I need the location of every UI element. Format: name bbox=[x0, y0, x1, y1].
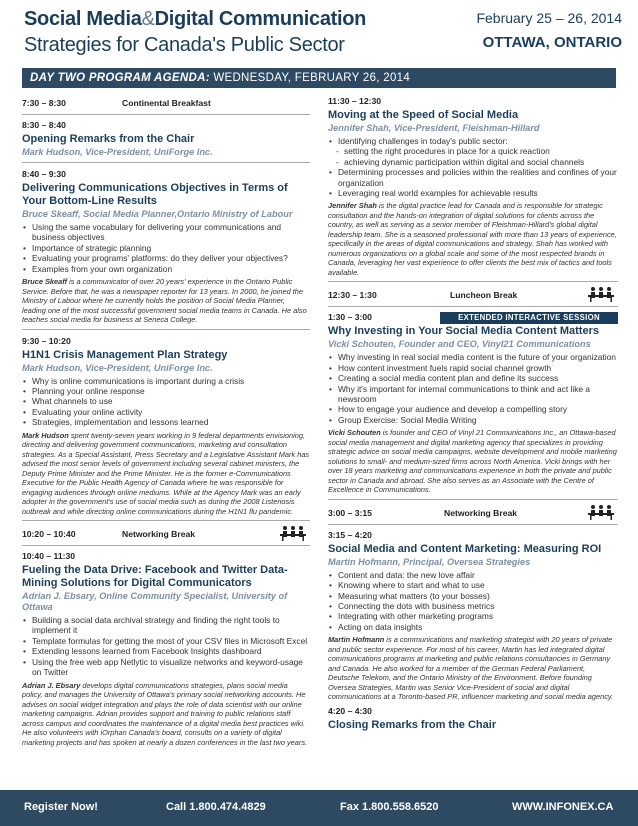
divider bbox=[22, 520, 310, 521]
session-time-row bbox=[328, 312, 618, 322]
bullet-item: • How to engage your audience and develop a compelling story bbox=[328, 404, 618, 414]
page-footer bbox=[0, 790, 638, 826]
bullet-item: • Knowing where to start and what to use bbox=[328, 580, 618, 590]
sub-bullet-item: - achieving dynamic participation within digital and social channels bbox=[328, 157, 618, 167]
phone-number: Call 1.800.474.4829 bbox=[166, 801, 266, 813]
event-city: OTTAWA, ONTARIO bbox=[482, 34, 622, 51]
session-tag: EXTENDED INTERACTIVE SESSION bbox=[440, 312, 618, 324]
session-time: 9:30 – 10:20 bbox=[22, 335, 71, 346]
break-slot: 10:20 – 10:40 Networking Break bbox=[22, 527, 310, 545]
bullet-item: • Content and data: the new love affair bbox=[328, 570, 618, 580]
session-title: Why Investing in Your Social Media Content Matters bbox=[328, 325, 599, 338]
session-speaker: Vicki Schouten, Founder and CEO, Vinyl21 Communications bbox=[328, 339, 591, 350]
bullet-item: • Planning your online response bbox=[22, 386, 310, 396]
page-header bbox=[0, 0, 638, 64]
people-at-table-icon bbox=[588, 504, 614, 520]
bullet-item: • Creating a social media content plan and define its success bbox=[328, 373, 618, 383]
session-speaker: Bruce Skeaff, Social Media Planner,Ontario Ministry of Labour bbox=[22, 209, 293, 219]
session-bullets bbox=[328, 136, 618, 198]
bullet-item: • Using the free web app Netlytic to visualize networks and keyword-usage on Twitter bbox=[22, 657, 310, 678]
session-bullets bbox=[22, 376, 310, 428]
bullet-item: • Building a social data archival strategy and finding the right tools to implement it bbox=[22, 615, 310, 636]
session-time: 11:30 – 12:30 bbox=[328, 96, 382, 106]
bullet-item: • Why it's important for internal communications to think and act like a newsroom bbox=[328, 384, 618, 405]
session-speaker: Mark Hudson, Vice-President, UniForge Inc. bbox=[22, 362, 213, 373]
event-date: February 25 – 26, 2014 bbox=[476, 10, 622, 26]
people-at-table-icon bbox=[280, 525, 306, 541]
divider bbox=[22, 162, 310, 163]
speaker-bio: Vicki Schouten is founder and CEO of Vinyl 21 Communications Inc., an Ottawa-based social media management and digital marketing agency that specializes in providing strategic advice on social media campaigns, website development and mobile marketing solutions to small- and medium-sized firms across North America. Vicki brings with her over 18 years marketing and communications experience in both the private and public sector in Canada and abroad. She also serves as an Associate with the Centre of Excellence in Communications. bbox=[328, 428, 617, 495]
people-at-table-icon bbox=[588, 286, 614, 302]
left-column bbox=[22, 96, 310, 751]
bullet-item: • Determining processes and policies within the realities and confines of your organization bbox=[328, 167, 618, 188]
session-time: 3:15 – 4:20 bbox=[328, 529, 372, 540]
break-slot: 7:30 – 8:30 Continental Breakfast bbox=[22, 98, 211, 108]
session-speaker: Adrian J. Ebsary, Online Community Specialist, University of Ottawa bbox=[22, 591, 288, 613]
event-title: Social Media&Digital Communication bbox=[24, 8, 367, 30]
register-link[interactable]: Register Now! bbox=[24, 801, 98, 813]
session-time: 1:30 – 3:00 bbox=[328, 312, 372, 323]
bullet-item: • Importance of strategic planning bbox=[22, 243, 310, 253]
bullet-item: • What channels to use bbox=[22, 396, 310, 406]
break-slot: 3:00 – 3:15 Networking Break bbox=[328, 506, 618, 524]
divider bbox=[22, 329, 310, 330]
divider bbox=[328, 306, 618, 307]
divider bbox=[22, 114, 310, 115]
divider bbox=[328, 524, 618, 525]
fax-number: Fax 1.800.558.6520 bbox=[340, 801, 439, 813]
bullet-item: • Group Exercise: Social Media Writing bbox=[328, 415, 618, 425]
bullet-item: • Evaluating your programs' platforms: do they deliver your objectives? bbox=[22, 253, 310, 263]
session-time: 4:20 – 4:30 bbox=[328, 705, 372, 716]
speaker-bio: Bruce Skeaff is a communicator of over 20 years' experience in the Ontario Public Service. Before that, he was a newspaper reporter for 13 years. In 2000, he joined the Ministry of Labour where he currently holds the position of Social Media Planner, leading one of the most successful government social media teams in Canada. He also teaches social media for business at Seneca College. bbox=[22, 277, 307, 325]
bullet-item: • Strategies, implementation and lessons learned bbox=[22, 417, 310, 427]
session-speaker: Martin Hofmann, Principal, Oversea Strategies bbox=[328, 556, 531, 567]
session-speaker: Jennifer Shah, Vice-President, Fleishman-Hillard bbox=[328, 123, 540, 133]
speaker-bio: Mark Hudson spent twenty-seven years working in 9 federal departments envisioning, directing and delivering government communications, marketing and consultation strategies. As a Special Assistant, Press Secretary and a Legislative Assistant Mark has advised the most senior levels of government including several cabinet ministers, the Deputy Prime Minister and the Prime Minister. He is the former e-Communications Executive for the Public Health Agency of Canada where he was responsible for engaging audiences through online mediums. While at the Agency Mark was an early adopter in the government's use of social media such as during the 2008 Listeriosis outbreak and while directing online communications during the H1N1 flu pandemic. bbox=[22, 430, 310, 516]
bullet-item: • Template formulas for getting the most of your CSV files in Microsoft Excel bbox=[22, 636, 310, 646]
sub-bullet-item: - setting the right procedures in place for a quick reaction bbox=[328, 146, 618, 156]
session-bullets bbox=[328, 352, 618, 425]
speaker-bio: Martin Hofmann is a communications and marketing strategist with 20 years of private and public sector experience. For most of his career, Martin has led integrated digital communications programs at marketing and public relations consultancies in Germany and Canada. He also worked for a member of the German Federal Parliament, Deutsche Telekom, and the Ontario Ministry of the Environment. Before founding Oversea Strategies, Martin was Senior Vice-President of social and digital communications at a Toronto-based PR, influencer marketing and social media agency. bbox=[328, 635, 614, 702]
session-title: H1N1 Crisis Management Plan Strategy bbox=[22, 348, 228, 361]
session-bullets bbox=[328, 570, 618, 632]
bullet-item: • Evaluating your online activity bbox=[22, 407, 310, 417]
bullet-item: • Extending lessons learned from Facebook Insights dashboard bbox=[22, 646, 310, 656]
session-title: Closing Remarks from the Chair bbox=[328, 718, 497, 731]
event-subtitle: Strategies for Canada's Public Sector bbox=[24, 34, 345, 56]
bullet-item: • Connecting the dots with business metrics bbox=[328, 601, 618, 611]
bullet-item: • Identifying challenges in today's public sector: bbox=[328, 136, 618, 146]
session-time: 8:30 – 8:40 bbox=[22, 120, 66, 130]
session-title: Fueling the Data Drive: Facebook and Twitter Data-Mining Solutions for Digital Communicators bbox=[22, 564, 288, 590]
bullet-item: • Why investing in real social media content is the future of your organization bbox=[328, 352, 618, 362]
bullet-item: • Measuring what matters (to your bosses) bbox=[328, 591, 618, 601]
bullet-item: • Why is online communications is important during a crisis bbox=[22, 376, 310, 386]
agenda-banner: DAY TWO PROGRAM AGENDA: WEDNESDAY, FEBRUARY 26, 2014 bbox=[22, 68, 616, 88]
session-title: Opening Remarks from the Chair bbox=[22, 133, 195, 145]
bullet-item: • Acting on data insights bbox=[328, 622, 618, 632]
session-title: Social Media and Content Marketing: Measuring ROI bbox=[328, 542, 602, 555]
right-column bbox=[328, 96, 618, 733]
session-time: 8:40 – 9:30 bbox=[22, 169, 66, 179]
session-title: Moving at the Speed of Social Media bbox=[328, 109, 519, 121]
speaker-bio: Jennifer Shah is the digital practice lead for Canada and is responsible for strategic consultation and the hands-on integration of digital solutions for clients across the country, as well as serving as a senior member of Fleishman-Hillard's global digital leadership team. She is a seasoned professional with more than 13 years of experience, specifically in the areas of digital communications and strategy. Shah has worked with numerous organizations on a global scale and some of the most respected brands in Canada, leveraging her vast experience to offer clients the best mix of tactics and tools available. bbox=[328, 201, 617, 277]
session-title: Delivering Communications Objectives in Terms of Your Bottom-Line Results bbox=[22, 182, 288, 207]
bullet-item: • How content investment fuels rapid social channel growth bbox=[328, 363, 618, 373]
speaker-bio: Adrian J. Ebsary develops digital communications strategies, plans social media policy, and manages the University of Ottawa's primary social networking accounts. He advises on social widget integration and plays the role of data scientist with our online marketing campaigns. Adrian provides support and training to public relations staff across campus and coordinates the maintenance of a digital media best practices wiki. He also volunteers with iOrphan Canada's board, consults on a variety of digital marketing projects and has spoken at nearly a dozen conferences in the last two years. bbox=[22, 680, 308, 747]
divider bbox=[328, 281, 618, 282]
session-time: 10:40 – 11:30 bbox=[22, 551, 76, 562]
bullet-item: • Examples from your own organization bbox=[22, 264, 310, 274]
session-speaker: Mark Hudson, Vice-President, UniForge Inc. bbox=[22, 147, 213, 157]
break-slot: 12:30 – 1:30 Luncheon Break bbox=[328, 288, 618, 306]
website-link[interactable]: WWW.INFONEX.CA bbox=[512, 801, 614, 813]
divider bbox=[22, 545, 310, 546]
bullet-item: • Integrating with other marketing programs bbox=[328, 611, 618, 621]
bullet-item: • Using the same vocabulary for delivering your communications and business objectives bbox=[22, 222, 310, 243]
session-bullets bbox=[22, 615, 310, 677]
bullet-item: • Leveraging real world examples for achievable results bbox=[328, 188, 618, 198]
divider bbox=[328, 499, 618, 500]
session-bullets bbox=[22, 222, 310, 274]
